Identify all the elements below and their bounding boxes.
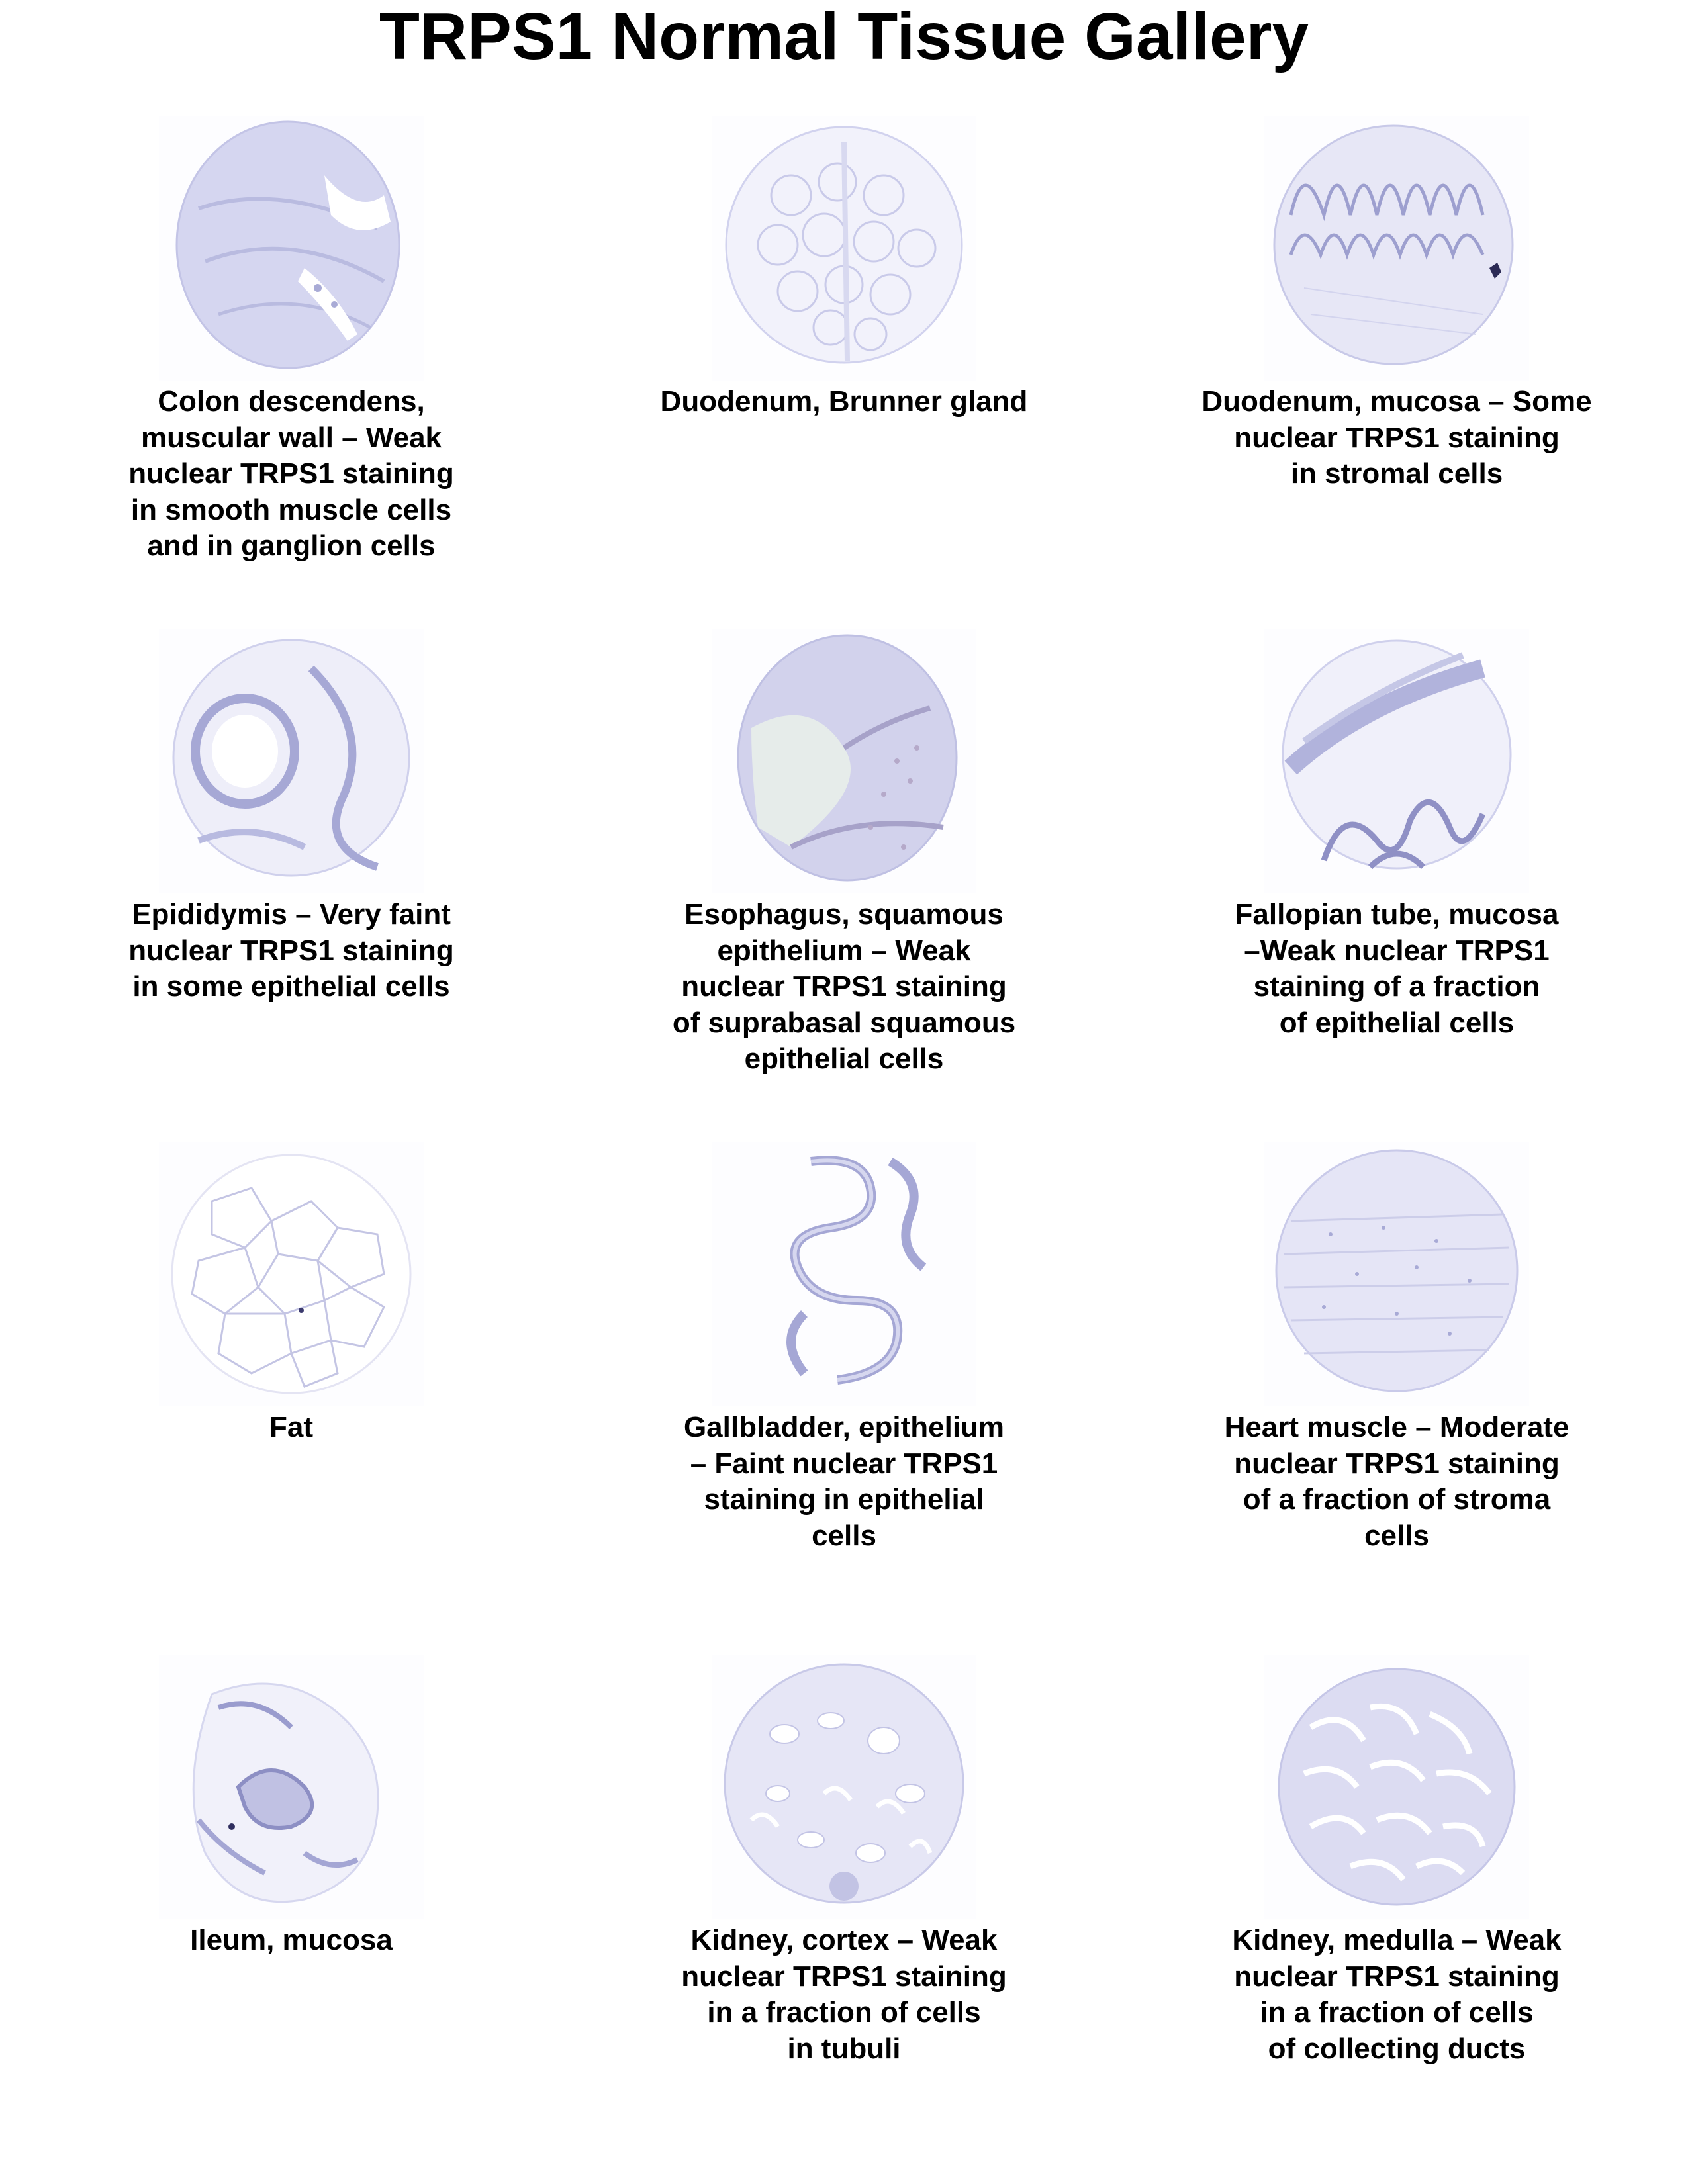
duodenum-mucosa-icon [1264,116,1529,381]
gallbladder-icon [712,1142,976,1406]
tile-caption: Duodenum, mucosa – Some nuclear TRPS1 staining in stromal cells [1201,385,1592,490]
tissue-core-image [1264,1655,1529,1919]
epididymis-icon [159,629,424,893]
tile-caption: Esophagus, squamous epithelium – Weak nuclear TRPS1 staining of suprabasal squamous epithelial cells [672,898,1016,1075]
tile-caption: Kidney, cortex – Weak nuclear TRPS1 staining in a fraction of cells in tubuli [681,1924,1007,2065]
tissue-core-image [1264,116,1529,381]
tissue-core-image [712,629,976,893]
fat-icon [159,1142,424,1406]
tile-caption: Fallopian tube, mucosa –Weak nuclear TRPS1 staining of a fraction of epithelial cells [1235,898,1559,1039]
duodenum-brunner-gland-icon [712,116,976,381]
tile-caption: Heart muscle – Moderate nuclear TRPS1 staining of a fraction of stroma cells [1224,1411,1570,1552]
tissue-core-image [159,629,424,893]
tile-caption: Epididymis – Very faint nuclear TRPS1 staining in some epithelial cells [128,898,454,1003]
tile-caption: Duodenum, Brunner gland [660,385,1028,418]
tile-caption: Ileum, mucosa [190,1924,393,1956]
colon-muscular-wall-icon [159,116,424,381]
esophagus-icon [712,629,976,893]
tissue-core-image [159,116,424,381]
fallopian-tube-icon [1264,629,1529,893]
tissue-core-image [712,116,976,381]
tissue-core-image [712,1142,976,1406]
ileum-icon [159,1655,424,1919]
kidney-medulla-icon [1264,1655,1529,1919]
tile-caption: Kidney, medulla – Weak nuclear TRPS1 staining in a fraction of cells of collecting ducts [1232,1924,1562,2065]
tile-caption: Fat [269,1411,313,1443]
tile-caption: Colon descendens, muscular wall – Weak nuclear TRPS1 staining in smooth muscle cells and in ganglion cells [128,385,454,562]
tissue-core-image [159,1142,424,1406]
tissue-core-image [159,1655,424,1919]
tissue-core-image [1264,629,1529,893]
tile-caption: Gallbladder, epithelium – Faint nuclear TRPS1 staining in epithelial cells [683,1411,1005,1552]
heart-muscle-icon [1264,1142,1529,1406]
kidney-cortex-icon [712,1655,976,1919]
page-title: TRPS1 Normal Tissue Gallery [379,0,1309,73]
tissue-core-image [712,1655,976,1919]
tissue-core-image [1264,1142,1529,1406]
